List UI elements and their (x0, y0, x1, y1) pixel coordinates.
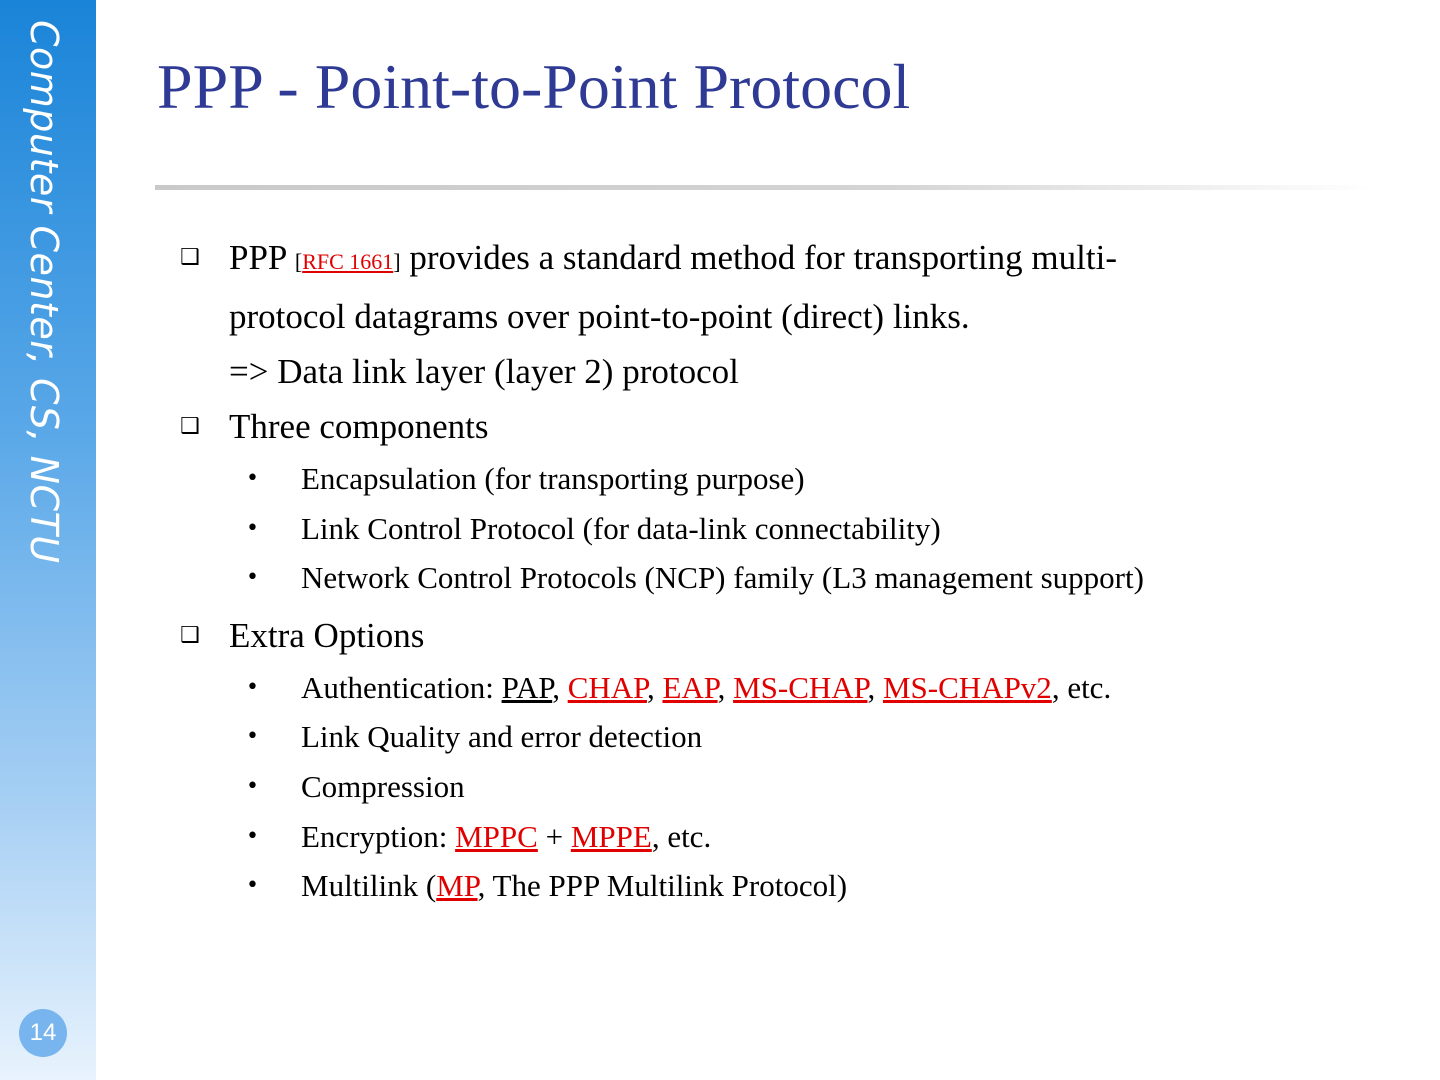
bullet-extra-options-text: Extra Options (229, 615, 425, 655)
square-bullet-icon: ❑ (180, 245, 200, 270)
eap-link[interactable]: EAP (662, 669, 718, 705)
list-item (180, 504, 1380, 554)
multilink-prefix: Multilink ( (301, 868, 437, 904)
sidebar-label: Computer Center, CS, NCTU (22, 20, 66, 564)
encryption-plus: + (537, 818, 571, 854)
list-item-authentication: • Authentication: PAP, CHAP, EAP, MS-CHAP, MS-CHAPv2, etc. (180, 663, 1380, 713)
bullet-three-components (180, 399, 1380, 454)
list-item-text: Encapsulation (for transporting purpose) (301, 461, 805, 496)
mppe-link[interactable]: MPPE (570, 818, 652, 854)
list-item (180, 454, 1380, 504)
sidebar (0, 0, 96, 1080)
multilink-suffix: , The PPP Multilink Protocol) (477, 868, 848, 904)
list-item-multilink (180, 861, 1380, 911)
slide-content (180, 230, 1380, 911)
list-item-text: Link Quality and error detection (301, 719, 703, 755)
bullet-three-components-text: Three components (229, 407, 489, 446)
ms-chap-link[interactable]: MS-CHAP (733, 669, 868, 705)
mppc-link[interactable]: MPPC (455, 818, 538, 854)
dot-bullet-icon: • (246, 873, 259, 899)
list-item (180, 553, 1380, 603)
bullet-extra-options (180, 608, 1380, 663)
bullet-ppp-line3: => Data link layer (layer 2) protocol (229, 352, 739, 391)
dot-bullet-icon: • (246, 515, 259, 541)
list-item-encryption (180, 812, 1380, 862)
rfc-ref (295, 249, 401, 274)
pap-link[interactable]: PAP (501, 669, 553, 705)
dot-bullet-icon: • (246, 823, 259, 849)
encryption-prefix: Encryption: (301, 818, 456, 854)
title-divider (155, 185, 1375, 190)
auth-prefix: Authentication: (301, 669, 502, 705)
ms-chapv2-link[interactable]: MS-CHAPv2 (882, 669, 1052, 705)
bullet-ppp-line1 (229, 230, 1380, 289)
dot-bullet-icon: • (246, 773, 259, 799)
rfc-ref-open: [ (294, 249, 303, 274)
bullet-ppp-lead: PPP (229, 238, 287, 277)
list-item-link-quality (180, 712, 1380, 762)
list-item-text: Compression (301, 768, 465, 804)
slide-title: PPP - Point-to-Point Protocol (157, 51, 911, 122)
dot-bullet-icon: • (246, 674, 259, 700)
dot-bullet-icon: • (246, 565, 259, 591)
list-item-compression (180, 762, 1380, 812)
list-item-text: Network Control Protocols (NCP) family (L3 management support) (301, 560, 1144, 596)
bullet-ppp (180, 230, 1380, 399)
bullet-ppp-line2: protocol datagrams over point-to-point (direct) links. (229, 297, 970, 336)
chap-link[interactable]: CHAP (567, 669, 647, 705)
encryption-suffix: , etc. (651, 818, 712, 854)
rfc-1661-link[interactable]: RFC 1661 (302, 249, 394, 274)
square-bullet-icon: ❑ (180, 622, 200, 648)
mp-link[interactable]: MP (436, 868, 478, 904)
page-number-badge: 14 (19, 1009, 67, 1057)
square-bullet-icon: ❑ (180, 414, 200, 439)
dot-bullet-icon: • (246, 724, 259, 750)
auth-suffix: , etc. (1051, 669, 1112, 705)
list-item-text: Link Control Protocol (for data-link connectability) (301, 510, 941, 546)
rfc-ref-close: ] (393, 249, 401, 274)
bullet-ppp-line1-rest: provides a standard method for transporting multi- (400, 238, 1117, 277)
dot-bullet-icon: • (246, 466, 259, 491)
